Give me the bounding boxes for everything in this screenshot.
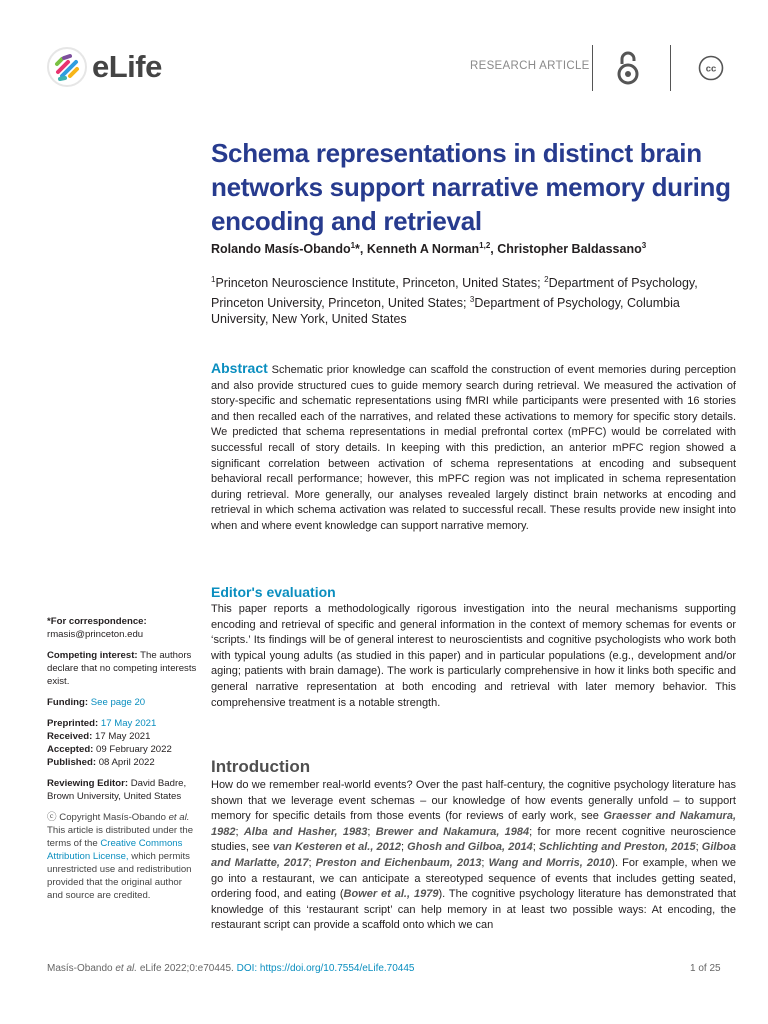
author-name[interactable]: Rolando Masís-Obando <box>211 242 351 257</box>
correspondence: *For correspondence: rmasis@princeton.edu <box>47 616 147 640</box>
editors-evaluation-heading: Editor's evaluation <box>211 584 336 600</box>
citation-link[interactable]: Preston and Eichenbaum, 2013 <box>315 856 482 869</box>
abstract <box>211 361 736 535</box>
abstract-text: Schematic prior knowledge can scaffold the construction of event memories during perception and also provide structured cues to guide memory search during retrieval. We measured the activation of story-specific and schematic representations using fMRI while participants were presented with 16 stories and then recalled each of the narratives, and related these activations to memory for specific story details. We predicted that schema representations in medial prefrontal cortex (mPFC) would be correlated with successful recall of story details. In keeping with this prediction, an anterior mPFC region showed a significant correlation between activation of schema representations at encoding and subsequent behavioral recall performance; however, this mPFC region was not implicated in schema representation during retrieval. More generally, our analyses revealed largely distinct brain networks at encoding and retrieval in which schema activation was related to successful recall. These results provide new insight into when and where event knowledge can support narrative memory. <box>211 364 736 532</box>
funding-link[interactable]: See page 20 <box>90 697 146 708</box>
header-divider <box>592 45 593 91</box>
competing-interest: Competing interest: The authors declare that no competing interests exist. <box>47 650 197 687</box>
header-divider <box>670 45 671 91</box>
svg-text:cc: cc <box>705 63 717 75</box>
preprint-link[interactable]: 17 May 2021 <box>100 718 157 729</box>
affiliations: $^1$Princeton Neuroscience Institute, Princeton, United States; $^2$Department of Psychology, Princeton University, Princeton, United States; $^3$Department of Psychology, Columbia University, New York, United States <box>211 275 698 327</box>
dates: Preprinted: 17 May 2021 Received: 17 May 2021 Accepted: 09 February 2022 Published: 08 April 2022 <box>47 718 172 768</box>
article-title: Schema representations in distinct brain networks support narrative memory during encoding and retrieval <box>211 138 731 236</box>
editors-evaluation-text: This paper reports a methodologically rigorous investigation into the neural mechanisms supporting encoding and retrieval of specific and general information in the context of memory schemas for events or ‘scripts.’ Its findings will be of general interest to neuroscientists and cognitive psychologists who work both with typical young adults (as studied in this paper) and in particular populations (e.g., development and/or aging; patients with brain damage). The work is particularly comprehensive in how it links both specific and general narrative representation at both encoding and retrieval with later memory behavior. This comprehensive treatment is a notable strength. <box>211 603 736 709</box>
citation-link[interactable]: Brewer and Nakamura, 1984 <box>375 825 530 838</box>
copyright: ⓒ Copyright Masís-Obando et al. This article is distributed under the terms of the Creative Commons Attribution License, which permits unrestricted use and redistribution provided that the original author and source are credited. <box>47 812 194 901</box>
doi-link[interactable]: DOI: https://doi.org/10.7554/eLife.70445 <box>236 963 415 974</box>
citation-link[interactable]: van Kesteren et al., 2012 <box>272 841 401 854</box>
citation-link[interactable]: Schlichting and Preston, 2015 <box>538 841 696 854</box>
footer-citation: Masís-Obando et al. eLife 2022;0:e70445. DOI: https://doi.org/10.7554/eLife.70445 <box>47 963 415 974</box>
open-access-icon[interactable] <box>612 50 644 86</box>
citation-link[interactable]: Gilboa and Marlatte, 2017 <box>211 841 736 869</box>
elife-logo[interactable] <box>46 44 162 90</box>
citation-link[interactable]: Graesser and Nakamura, 1982 <box>211 810 736 838</box>
elife-logo-text: eLife <box>92 49 162 84</box>
introduction-text: How do we remember real-world events? Over the past half-century, the cognitive psychology literature has shown that we leverage event schemas – our knowledge of how events generally unfold – to support memory for specific details from those events (for reviews of early work, see Graesser and Nakamura, 1982; Alba and Hasher, 1983; Brewer and Nakamura, 1984; for more recent cognitive neuroscience studies, see van Kesteren et al., 2012; Ghosh and Gilboa, 2014; Schlichting and Preston, 2015; Gilboa and Marlatte, 2017; Preston and Eichenbaum, 2013; Wang and Morris, 2010). For example, when we go into a restaurant, we can anticipate a stereotyped sequence of events that includes getting seated, ordering food, and eating (Bower et al., 1979). The cognitive psychology literature has demonstrated that knowledge of this ‘restaurant script’ can help memory in at least two possible ways: At encoding, the restaurant script can provide a scaffold onto which we can <box>211 779 737 932</box>
reviewing-editor: Reviewing Editor: David Badre, Brown University, United States <box>47 778 187 802</box>
copyright-icon: ⓒ <box>47 812 57 823</box>
elife-logo-mark-icon <box>46 46 88 88</box>
abstract-heading: Abstract <box>211 360 268 376</box>
page-number: 1 of 25 <box>690 963 721 974</box>
author-list: Rolando Masís-Obando$^1$*, Kenneth A Norman$^{1,2}$, Christopher Baldassano$^3$ <box>211 241 647 257</box>
creative-commons-icon[interactable] <box>698 55 724 81</box>
citation-link[interactable]: Ghosh and Gilboa, 2014 <box>407 841 533 854</box>
correspondence-email[interactable]: rmasis@princeton.edu <box>47 629 144 640</box>
citation-link[interactable]: Alba and Hasher, 1983 <box>243 825 368 838</box>
article-sidebar <box>47 615 197 910</box>
citation-link[interactable]: Bower et al., 1979 <box>343 888 439 901</box>
author-name[interactable]: Kenneth A Norman <box>366 242 480 257</box>
license-link[interactable]: Creative Commons Attribution License, <box>47 838 183 862</box>
author-name[interactable]: Christopher Baldassano <box>497 242 642 257</box>
citation-link[interactable]: Wang and Morris, 2010 <box>488 856 612 869</box>
introduction-heading: Introduction <box>211 757 311 776</box>
article-type-label: RESEARCH ARTICLE <box>470 60 590 72</box>
funding: Funding: See page 20 <box>47 697 146 708</box>
